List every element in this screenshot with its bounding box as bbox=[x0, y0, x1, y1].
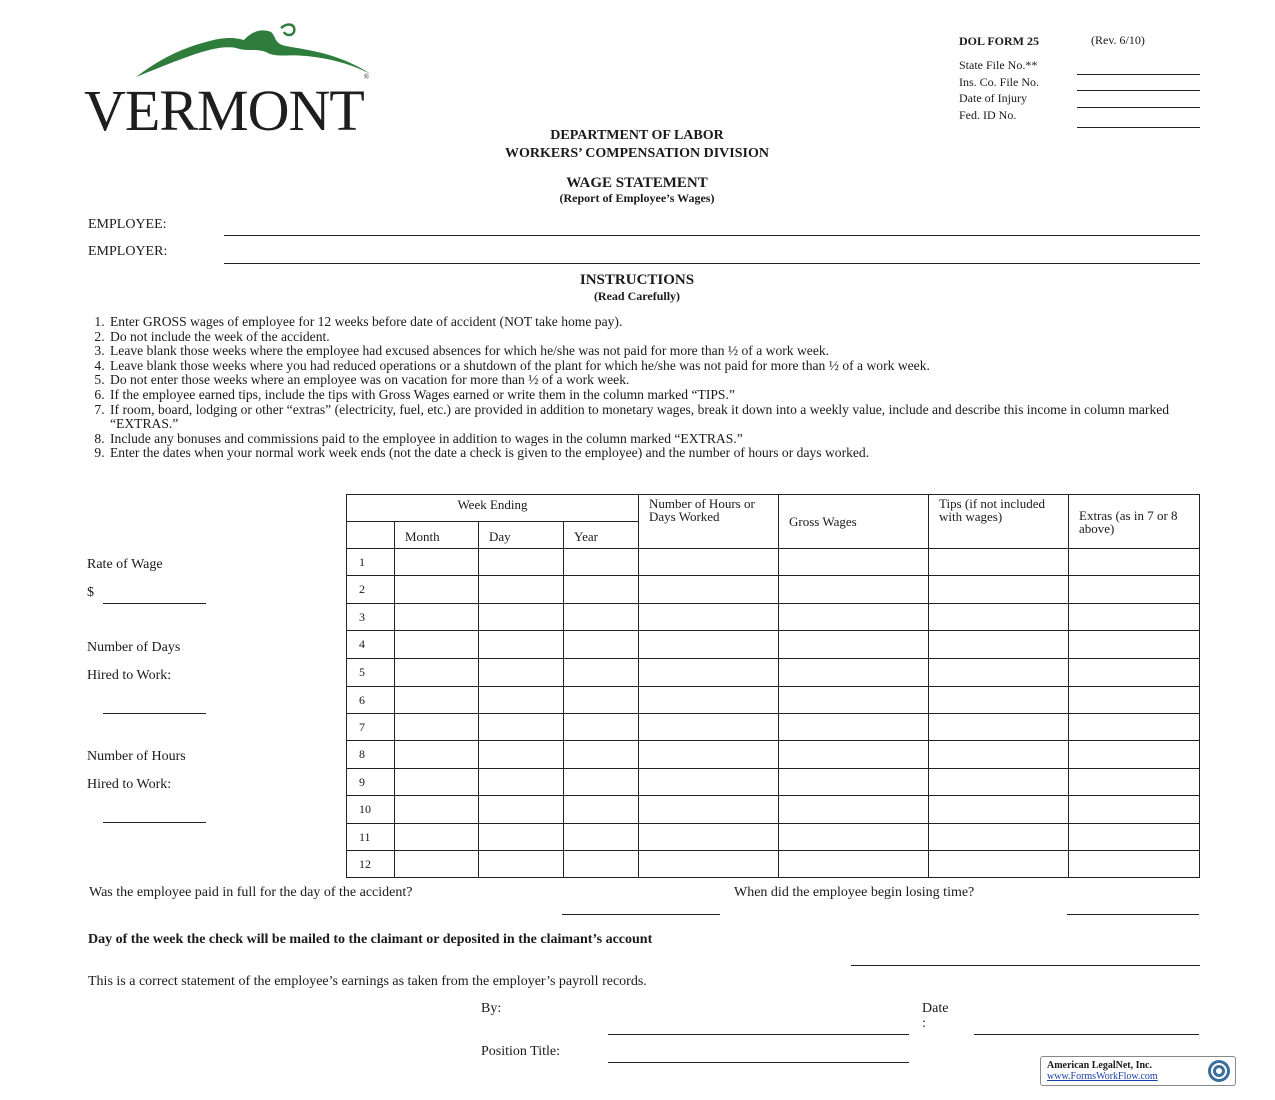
instructions-list bbox=[86, 315, 1196, 461]
instruction-item: 5. Do not enter those weeks where an employee was on vacation for more than ½ of a work week. bbox=[108, 373, 1196, 388]
extras-cell[interactable] bbox=[1069, 687, 1200, 714]
hours-cell[interactable] bbox=[639, 576, 779, 604]
check-day-field[interactable] bbox=[851, 965, 1200, 966]
gross-wages-cell[interactable] bbox=[779, 714, 929, 741]
gross-wages-cell[interactable] bbox=[779, 851, 929, 878]
table-row bbox=[347, 741, 1200, 769]
row-number: 7 bbox=[347, 714, 395, 741]
hours-hired-label-2: Hired to Work: bbox=[87, 777, 172, 792]
insurance-file-field[interactable] bbox=[1077, 90, 1200, 91]
injury-date-label: Date of Injury bbox=[959, 91, 1027, 105]
mountain-logo-icon bbox=[136, 22, 396, 82]
gross-wages-cell[interactable] bbox=[779, 769, 929, 796]
table-row bbox=[347, 604, 1200, 631]
tips-cell[interactable] bbox=[929, 769, 1069, 796]
hours-cell[interactable] bbox=[639, 631, 779, 659]
day-cell[interactable] bbox=[479, 796, 564, 824]
paid-in-full-field[interactable] bbox=[562, 914, 720, 915]
row-number: 10 bbox=[347, 796, 395, 824]
tips-cell[interactable] bbox=[929, 604, 1069, 631]
month-cell[interactable] bbox=[395, 851, 479, 878]
table-row bbox=[347, 659, 1200, 687]
table-row bbox=[347, 687, 1200, 714]
agency-line-2: WORKERS’ COMPENSATION DIVISION bbox=[505, 146, 769, 161]
gross-wages-cell[interactable] bbox=[779, 659, 929, 687]
month-cell[interactable] bbox=[395, 659, 479, 687]
month-header: Month bbox=[395, 522, 479, 549]
days-hired-label-2: Hired to Work: bbox=[87, 668, 172, 683]
table-row bbox=[347, 631, 1200, 659]
employee-label: EMPLOYEE: bbox=[88, 217, 167, 232]
legalnet-company: American LegalNet, Inc. bbox=[1047, 1060, 1152, 1071]
employer-label: EMPLOYER: bbox=[88, 244, 168, 259]
vermont-logo bbox=[84, 22, 424, 143]
state-file-field[interactable] bbox=[1077, 74, 1200, 75]
extras-cell[interactable] bbox=[1069, 769, 1200, 796]
injury-date-field[interactable] bbox=[1077, 107, 1200, 108]
month-cell[interactable] bbox=[395, 714, 479, 741]
extras-cell[interactable] bbox=[1069, 824, 1200, 851]
hours-cell[interactable] bbox=[639, 549, 779, 576]
row-number: 1 bbox=[347, 549, 395, 576]
date-label: Date bbox=[922, 1001, 949, 1016]
table-row bbox=[347, 549, 1200, 576]
tips-cell[interactable] bbox=[929, 687, 1069, 714]
row-number: 6 bbox=[347, 687, 395, 714]
day-cell[interactable] bbox=[479, 576, 564, 604]
extras-cell[interactable] bbox=[1069, 576, 1200, 604]
by-label: By: bbox=[481, 1001, 502, 1016]
employee-field[interactable] bbox=[224, 235, 1200, 236]
row-number-header bbox=[347, 522, 395, 549]
month-cell[interactable] bbox=[395, 769, 479, 796]
row-number: 9 bbox=[347, 769, 395, 796]
day-cell[interactable] bbox=[479, 687, 564, 714]
extras-cell[interactable] bbox=[1069, 631, 1200, 659]
day-cell[interactable] bbox=[479, 659, 564, 687]
instruction-item: 7. If room, board, lodging or other “extras” (electricity, fuel, etc.) are provided in addition to monetary wages, break it down into a weekly value, include and describe this income in column marked “EXTRAS.” bbox=[108, 403, 1196, 432]
month-cell[interactable] bbox=[395, 631, 479, 659]
gross-wages-cell[interactable] bbox=[779, 549, 929, 576]
extras-cell[interactable] bbox=[1069, 714, 1200, 741]
year-cell[interactable] bbox=[564, 576, 639, 604]
losing-time-question: When did the employee begin losing time? bbox=[734, 885, 975, 900]
day-cell[interactable] bbox=[479, 851, 564, 878]
page-title: WAGE STATEMENT bbox=[566, 175, 708, 191]
row-number: 12 bbox=[347, 851, 395, 878]
extras-cell[interactable] bbox=[1069, 851, 1200, 878]
date-field[interactable] bbox=[974, 1034, 1199, 1035]
month-cell[interactable] bbox=[395, 796, 479, 824]
year-cell[interactable] bbox=[564, 769, 639, 796]
year-cell[interactable] bbox=[564, 604, 639, 631]
table-row bbox=[347, 769, 1200, 796]
legalnet-url[interactable]: www.FormsWorkFlow.com bbox=[1047, 1071, 1158, 1082]
gross-wages-cell[interactable] bbox=[779, 576, 929, 604]
day-cell[interactable] bbox=[479, 741, 564, 769]
extras-cell[interactable] bbox=[1069, 604, 1200, 631]
year-header: Year bbox=[564, 522, 639, 549]
hours-header: Number of Hours or Days Worked bbox=[639, 495, 779, 549]
losing-time-field[interactable] bbox=[1067, 914, 1199, 915]
month-cell[interactable] bbox=[395, 576, 479, 604]
month-cell[interactable] bbox=[395, 741, 479, 769]
year-cell[interactable] bbox=[564, 851, 639, 878]
hours-cell[interactable] bbox=[639, 851, 779, 878]
instructions-heading: INSTRUCTIONS bbox=[579, 272, 695, 288]
hours-cell[interactable] bbox=[639, 824, 779, 851]
table-row bbox=[347, 824, 1200, 851]
gross-wages-header: Gross Wages bbox=[779, 495, 929, 549]
gross-wages-cell[interactable] bbox=[779, 631, 929, 659]
instructions-subheading: (Read Carefully) bbox=[593, 289, 681, 303]
hours-hired-label: Number of Hours bbox=[87, 749, 186, 764]
year-cell[interactable] bbox=[564, 824, 639, 851]
year-cell[interactable] bbox=[564, 549, 639, 576]
form-number: DOL FORM 25 bbox=[959, 34, 1039, 48]
hours-cell[interactable] bbox=[639, 604, 779, 631]
paid-in-full-question: Was the employee paid in full for the day of the accident? bbox=[89, 885, 413, 900]
row-number: 11 bbox=[347, 824, 395, 851]
position-title-label: Position Title: bbox=[481, 1044, 560, 1059]
instruction-item: 1. Enter GROSS wages of employee for 12 weeks before date of accident (NOT take home pay). bbox=[108, 315, 1196, 330]
year-cell[interactable] bbox=[564, 714, 639, 741]
tips-cell[interactable] bbox=[929, 824, 1069, 851]
gross-wages-cell[interactable] bbox=[779, 824, 929, 851]
year-cell[interactable] bbox=[564, 631, 639, 659]
table-row bbox=[347, 714, 1200, 741]
day-cell[interactable] bbox=[479, 714, 564, 741]
month-cell[interactable] bbox=[395, 549, 479, 576]
signature-field[interactable] bbox=[608, 1034, 909, 1035]
currency-symbol: $ bbox=[87, 585, 94, 600]
gross-wages-cell[interactable] bbox=[779, 687, 929, 714]
month-cell[interactable] bbox=[395, 687, 479, 714]
hours-hired-field[interactable] bbox=[103, 822, 206, 823]
gross-wages-cell[interactable] bbox=[779, 604, 929, 631]
table-row bbox=[347, 851, 1200, 878]
date-colon: : bbox=[922, 1016, 926, 1031]
tips-header: Tips (if not included with wages) bbox=[929, 495, 1069, 549]
row-number: 3 bbox=[347, 604, 395, 631]
tips-cell[interactable] bbox=[929, 741, 1069, 769]
extras-cell[interactable] bbox=[1069, 549, 1200, 576]
tips-cell[interactable] bbox=[929, 851, 1069, 878]
tips-cell[interactable] bbox=[929, 796, 1069, 824]
rate-of-wage-label: Rate of Wage bbox=[87, 557, 163, 572]
instruction-item: 2. Do not include the week of the accident. bbox=[108, 330, 1196, 345]
gross-wages-cell[interactable] bbox=[779, 796, 929, 824]
days-hired-field[interactable] bbox=[103, 713, 206, 714]
hours-cell[interactable] bbox=[639, 769, 779, 796]
instruction-item: 4. Leave blank those weeks where you had reduced operations or a shutdown of the plant for which he/she was not paid for more than ½ of a work week. bbox=[108, 359, 1196, 374]
form-revision: (Rev. 6/10) bbox=[1091, 33, 1145, 47]
row-number: 2 bbox=[347, 576, 395, 604]
fed-id-label: Fed. ID No. bbox=[959, 108, 1017, 122]
page-subtitle: (Report of Employee’s Wages) bbox=[559, 191, 715, 205]
tips-cell[interactable] bbox=[929, 631, 1069, 659]
tips-cell[interactable] bbox=[929, 714, 1069, 741]
hours-cell[interactable] bbox=[639, 741, 779, 769]
table-row bbox=[347, 796, 1200, 824]
table-row bbox=[347, 576, 1200, 604]
hours-cell[interactable] bbox=[639, 714, 779, 741]
gross-wages-cell[interactable] bbox=[779, 741, 929, 769]
day-header: Day bbox=[479, 522, 564, 549]
day-cell[interactable] bbox=[479, 769, 564, 796]
employer-field[interactable] bbox=[224, 263, 1200, 264]
year-cell[interactable] bbox=[564, 796, 639, 824]
check-day-question: Day of the week the check will be mailed to the claimant or deposited in the claimant’s account bbox=[88, 932, 653, 947]
agency-line-1: DEPARTMENT OF LABOR bbox=[550, 128, 724, 143]
month-cell[interactable] bbox=[395, 824, 479, 851]
year-cell[interactable] bbox=[564, 687, 639, 714]
legalnet-badge[interactable] bbox=[1040, 1056, 1236, 1086]
hours-cell[interactable] bbox=[639, 687, 779, 714]
row-number: 4 bbox=[347, 631, 395, 659]
instruction-item: 6. If the employee earned tips, include the tips with Gross Wages earned or write them in the column marked “TIPS.” bbox=[108, 388, 1196, 403]
position-title-field[interactable] bbox=[608, 1062, 909, 1063]
insurance-file-label: Ins. Co. File No. bbox=[959, 75, 1040, 89]
row-number: 5 bbox=[347, 659, 395, 687]
rate-of-wage-field[interactable] bbox=[103, 603, 206, 604]
hours-cell[interactable] bbox=[639, 796, 779, 824]
year-cell[interactable] bbox=[564, 659, 639, 687]
tips-cell[interactable] bbox=[929, 576, 1069, 604]
row-number: 8 bbox=[347, 741, 395, 769]
extras-cell[interactable] bbox=[1069, 659, 1200, 687]
days-hired-label: Number of Days bbox=[87, 640, 181, 655]
day-cell[interactable] bbox=[479, 604, 564, 631]
extras-header: Extras (as in 7 or 8 above) bbox=[1069, 495, 1200, 549]
hours-cell[interactable] bbox=[639, 659, 779, 687]
logo-wordmark: VERMONT® bbox=[84, 73, 369, 143]
month-cell[interactable] bbox=[395, 604, 479, 631]
week-ending-header: Week Ending bbox=[347, 495, 639, 522]
day-cell[interactable] bbox=[479, 549, 564, 576]
wage-table bbox=[346, 494, 1200, 878]
extras-cell[interactable] bbox=[1069, 741, 1200, 769]
certification-statement: This is a correct statement of the employee’s earnings as taken from the employer’s payroll records. bbox=[88, 974, 647, 989]
instruction-item: 8. Include any bonuses and commissions paid to the employee in addition to wages in the column marked “EXTRAS.” bbox=[108, 432, 1196, 447]
fed-id-field[interactable] bbox=[1077, 127, 1200, 128]
state-file-label: State File No.** bbox=[959, 58, 1038, 72]
globe-icon bbox=[1205, 1058, 1233, 1084]
day-cell[interactable] bbox=[479, 824, 564, 851]
extras-cell[interactable] bbox=[1069, 796, 1200, 824]
day-cell[interactable] bbox=[479, 631, 564, 659]
instruction-item: 9. Enter the dates when your normal work week ends (not the date a check is given to the employee) and the number of hours or days worked. bbox=[108, 446, 1196, 461]
tips-cell[interactable] bbox=[929, 549, 1069, 576]
instruction-item: 3. Leave blank those weeks where the employee had excused absences for which he/she was not paid for more than ½ of a work week. bbox=[108, 344, 1196, 359]
year-cell[interactable] bbox=[564, 741, 639, 769]
tips-cell[interactable] bbox=[929, 659, 1069, 687]
